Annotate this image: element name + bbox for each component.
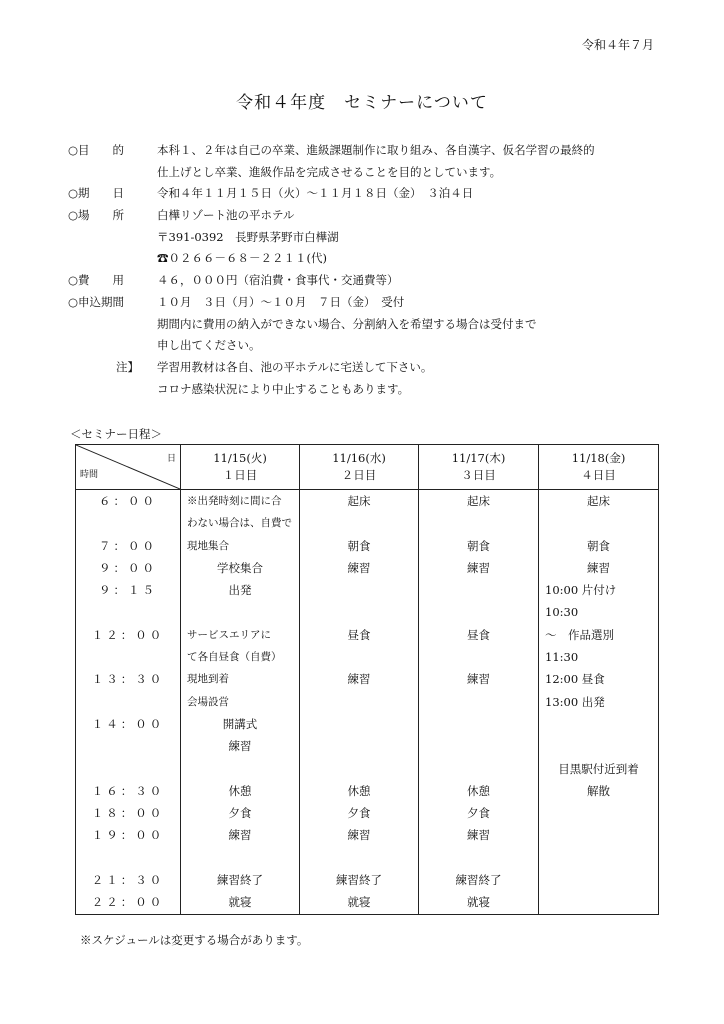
day1-column xyxy=(181,490,300,915)
day1-entry: 現地集合 xyxy=(187,539,229,552)
times-entry xyxy=(76,758,180,780)
schedule-title: ＜セミナー日程＞ xyxy=(70,427,162,441)
day1-entry: て各自昼食（自費） xyxy=(187,651,282,664)
day1-entry: 会場設営 xyxy=(187,695,229,708)
times-entry: ２２：００ xyxy=(91,895,165,910)
time-column xyxy=(76,490,181,915)
times-entry xyxy=(76,646,180,668)
times-entry: １３：３０ xyxy=(91,672,165,687)
place-label: ○場 所 xyxy=(68,208,125,223)
note-text-2: コロナ感染状況により中止することもあります。 xyxy=(157,381,410,396)
day4-entry: 10:00 片付け xyxy=(545,583,617,598)
purpose-row xyxy=(68,140,668,162)
day-header-3: 11/17(木) ３日目 xyxy=(419,445,539,490)
schedule-header-row xyxy=(76,445,659,490)
day3-entry: 練習 xyxy=(467,672,490,687)
day3-entry: 夕食 xyxy=(467,806,490,821)
period-value: 令和４年１１月１５日（火）～１１月１８日（金） ３泊４日 xyxy=(157,186,474,201)
cost-row xyxy=(68,270,668,292)
day3-entry: 練習 xyxy=(467,560,490,575)
day1-entry: サービスエリアに xyxy=(187,628,271,641)
period-row xyxy=(68,183,668,205)
purpose-label: ○目 的 xyxy=(68,143,125,157)
apply-note-2: 申し出てください。 xyxy=(157,338,261,353)
times-entry: ２１：３０ xyxy=(91,873,165,888)
day2-entry xyxy=(300,646,418,668)
day1-entry: 夕食 xyxy=(228,806,252,821)
day4-entry: 朝食 xyxy=(587,538,610,553)
day2-entry: 練習 xyxy=(347,560,371,575)
times-entry: ９：１５ xyxy=(99,583,157,598)
day1-entry: 出発 xyxy=(228,583,252,598)
day1-entry xyxy=(181,601,299,623)
day3-entry xyxy=(419,601,538,623)
day1-entry: 練習 xyxy=(228,739,252,754)
day2-entry: 練習 xyxy=(347,828,371,843)
day1-entry: 開講式 xyxy=(222,716,258,731)
corner-time-label: 時間 xyxy=(80,470,99,480)
day2-entry xyxy=(300,847,418,869)
corner-cell xyxy=(76,445,181,490)
day4-entry: 目黒駅付近到着 xyxy=(558,761,639,776)
day-header-2: 11/16(水) ２日目 xyxy=(300,445,419,490)
day3-entry xyxy=(419,735,538,757)
day4-entry: 10:30 xyxy=(545,605,579,620)
day1-entry: 休憩 xyxy=(228,783,252,798)
info-section xyxy=(68,140,668,400)
day2-entry xyxy=(300,691,418,713)
day4-entry xyxy=(539,735,658,757)
day3-entry: 休憩 xyxy=(467,783,490,798)
schedule-table xyxy=(75,444,659,915)
apply-note-1: 期間内に費用の納入ができない場合、分割納入を希望する場合は受付まで xyxy=(157,316,537,331)
day4-entry: 12:00 昼食 xyxy=(545,672,605,687)
day-header-4: 11/18(金) ４日目 xyxy=(539,445,659,490)
day1-entry xyxy=(181,758,299,780)
day4-entry: 解散 xyxy=(587,783,610,798)
times-entry: １６：３０ xyxy=(91,783,165,798)
day2-entry: 就寝 xyxy=(347,895,371,910)
cost-label: ○費 用 xyxy=(68,273,125,288)
note-text-1: 学習用教材は各自、池の平ホテルに宅送して下さい。 xyxy=(157,359,433,374)
times-entry: ９：００ xyxy=(99,560,157,575)
purpose-text-1: 本科１、２年は自己の卒業、進級課題制作に取り組み、各自漢字、仮名学習の最終的 xyxy=(157,143,595,157)
day4-entry: 練習 xyxy=(587,560,610,575)
day4-entry xyxy=(539,512,658,534)
place-address: 〒391-0392 長野県茅野市白樺湖 xyxy=(157,229,339,244)
day4-entry xyxy=(539,824,658,846)
day4-entry: 起床 xyxy=(587,494,610,508)
day-header-1: 11/15(火) １日目 xyxy=(181,445,300,490)
day2-entry: 練習 xyxy=(347,672,371,687)
day3-column xyxy=(419,490,539,915)
day3-entry: 朝食 xyxy=(467,538,490,553)
day3-entry xyxy=(419,847,538,869)
day3-entry: 就寝 xyxy=(467,895,490,910)
times-entry: ７：００ xyxy=(99,538,157,553)
place-row xyxy=(68,205,668,227)
times-entry xyxy=(76,847,180,869)
day3-entry xyxy=(419,713,538,735)
period-label: ○期 日 xyxy=(68,186,125,201)
day2-entry: 練習終了 xyxy=(336,873,382,888)
apply-row xyxy=(68,292,668,314)
times-entry: ６：００ xyxy=(99,494,157,508)
times-entry xyxy=(76,735,180,757)
day2-entry xyxy=(300,758,418,780)
schedule-body-row xyxy=(76,490,659,915)
day4-entry xyxy=(539,713,658,735)
day4-entry: 13:00 出発 xyxy=(545,694,605,709)
cost-value: ４６，０００円（宿泊費・食事代・交通費等） xyxy=(157,273,399,288)
times-entry: １８：００ xyxy=(91,806,165,821)
note-row xyxy=(68,357,668,379)
document-title: 令和４年度 セミナーについて xyxy=(236,93,488,113)
day1-entry: わない場合は、自費で xyxy=(187,517,292,530)
day2-entry xyxy=(300,512,418,534)
day4-entry xyxy=(539,891,658,913)
day3-entry: 練習 xyxy=(467,828,490,843)
apply-period: １０月 ３日（月）～１０月 ７日（金） 受付 xyxy=(157,294,405,309)
times-entry xyxy=(76,601,180,623)
day4-column xyxy=(539,490,659,915)
purpose-text-2: 仕上げとし卒業、進級作品を完成させることを目的としています。 xyxy=(157,164,502,179)
place-phone: ☎０２６６－６８－２２１１(代) xyxy=(157,251,327,266)
day2-entry xyxy=(300,713,418,735)
corner-day-label: 日 xyxy=(166,454,176,464)
day1-entry: 練習 xyxy=(228,828,252,843)
day3-entry xyxy=(419,691,538,713)
day3-entry: 起床 xyxy=(467,494,490,508)
day1-entry xyxy=(181,847,299,869)
day2-column xyxy=(300,490,419,915)
day3-entry xyxy=(419,646,538,668)
day2-entry: 起床 xyxy=(347,494,371,508)
day2-entry: 夕食 xyxy=(347,806,371,821)
day4-entry xyxy=(539,802,658,824)
day2-entry: 昼食 xyxy=(347,627,371,642)
day1-entry: 現地到着 xyxy=(187,673,229,686)
day1-entry: 学校集合 xyxy=(217,560,263,575)
day4-entry xyxy=(539,847,658,869)
day4-entry: 11:30 xyxy=(545,650,579,665)
times-entry xyxy=(76,512,180,534)
day1-entry: ※出発時刻に間に合 xyxy=(187,495,282,507)
day3-entry xyxy=(419,758,538,780)
footer-note: ※スケジュールは変更する場合があります。 xyxy=(80,933,309,947)
day4-entry xyxy=(539,869,658,891)
document-date: 令和４年７月 xyxy=(581,38,654,52)
day1-entry: 練習終了 xyxy=(217,873,263,888)
apply-label: ○申込期間 xyxy=(68,294,125,309)
times-entry: １９：００ xyxy=(91,828,165,843)
day3-entry xyxy=(419,512,538,534)
day2-entry: 休憩 xyxy=(347,783,371,798)
day1-entry: 就寝 xyxy=(228,895,252,910)
day4-entry: ～ 作品選別 xyxy=(545,627,614,642)
day2-entry xyxy=(300,579,418,601)
day3-entry: 昼食 xyxy=(467,627,490,642)
day3-entry xyxy=(419,579,538,601)
day3-entry: 練習終了 xyxy=(455,873,502,888)
times-entry: １４：００ xyxy=(91,716,165,731)
note-label: 注】 xyxy=(116,359,139,374)
times-entry: １２：００ xyxy=(91,627,165,642)
place-name: 白樺リゾート池の平ホテル xyxy=(157,208,295,223)
times-entry xyxy=(76,691,180,713)
day2-entry: 朝食 xyxy=(347,538,371,553)
day2-entry xyxy=(300,735,418,757)
day2-entry xyxy=(300,601,418,623)
